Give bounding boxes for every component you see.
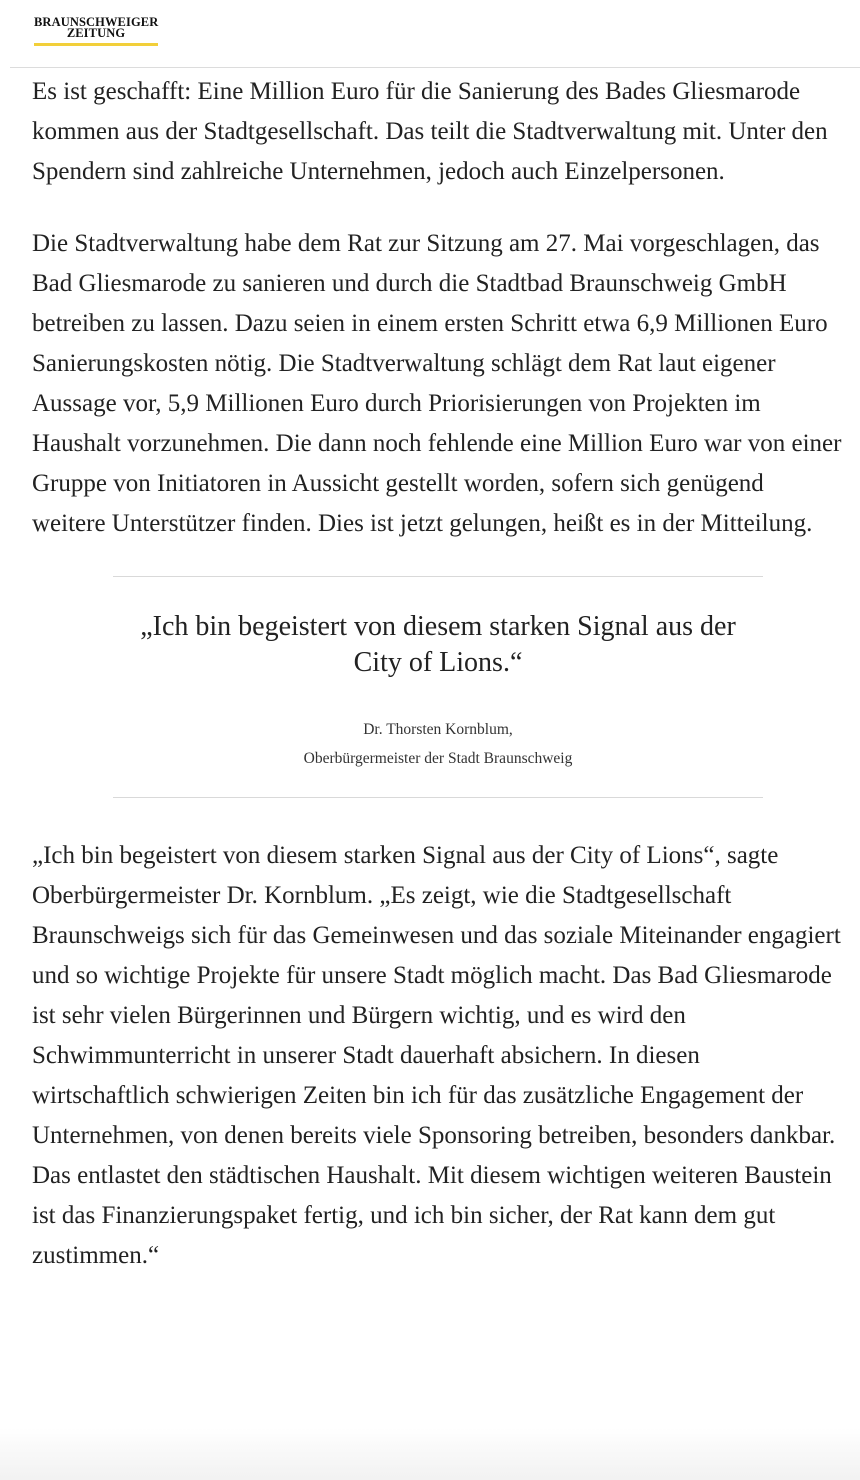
site-header — [0, 0, 860, 68]
pull-quote-text: „Ich bin begeistert von diesem starken Signal aus der City of Lions.“ — [140, 611, 736, 678]
pull-quote-attribution — [113, 715, 763, 773]
header-divider — [10, 67, 860, 68]
pull-quote — [113, 576, 763, 798]
logo-line-2: ZEITUNG — [66, 26, 126, 40]
article-paragraph-1: Es ist geschafft: Eine Million Euro für die Sanierung des Bades Gliesmarode kommen aus der Stadtgesellschaft. Das teilt die Stadtverwaltung mit. Unter den Spendern sind zahlreiche Unternehmen, jedoch auch Einzelpersonen. — [32, 78, 828, 185]
quote-author-role: Oberbürgermeister der Stadt Braunschweig — [303, 750, 573, 767]
quote-author-name: Dr. Thorsten Kornblum, — [363, 721, 513, 738]
article-body — [32, 72, 842, 1276]
bottom-fade-overlay — [0, 1428, 860, 1480]
article-paragraph-2: Die Stadtverwaltung habe dem Rat zur Sitzung am 27. Mai vorgeschlagen, das Bad Gliesmarode zu sanieren und durch die Stadtbad Braunschweig GmbH betreiben zu lassen. Dazu seien in einem ersten Schritt etwa 6,9 Millionen Euro Sanierungskosten nötig. Die Stadtverwaltung schlägt dem Rat laut eigener Aussage vor, 5,9 Millionen Euro durch Priorisierungen von Projekten im Haushalt vorzunehmen. Die dann noch fehlende eine Million Euro war von einer Gruppe von Initiatoren in Aussicht gestellt worden, sofern sich genügend weitere Unterstützer finden. Dies ist jetzt gelungen, heißt es in der Mitteilung. — [32, 230, 842, 537]
logo-underline — [34, 43, 158, 46]
site-logo[interactable] — [34, 17, 158, 39]
logo-line-1: BRAUNSCHWEIGER — [34, 15, 159, 29]
article-paragraph-3: „Ich bin begeistert von diesem starken Signal aus der City of Lions“, sagte Oberbürgermeister Dr. Kornblum. „Es zeigt, wie die Stadtgesellschaft Braunschweigs sich für das Gemeinwesen und das soziale Miteinander engagiert und so wichtige Projekte für unsere Stadt möglich macht. Das Bad Gliesmarode ist sehr vielen Bürgerinnen und Bürgern wichtig, und es wird den Schwimmunterricht in unserer Stadt dauerhaft absichern. In diesen wirtschaftlich schwierigen Zeiten bin ich für das zusätzliche Engagement der Unternehmen, von denen bereits viele Sponsoring betreiben, besonders dankbar. Das entlastet den städtischen Haushalt. Mit diesem wichtigen weiteren Baustein ist das Finanzierungspaket fertig, und ich bin sicher, der Rat kann dem gut zustimmen.“ — [32, 842, 841, 1269]
